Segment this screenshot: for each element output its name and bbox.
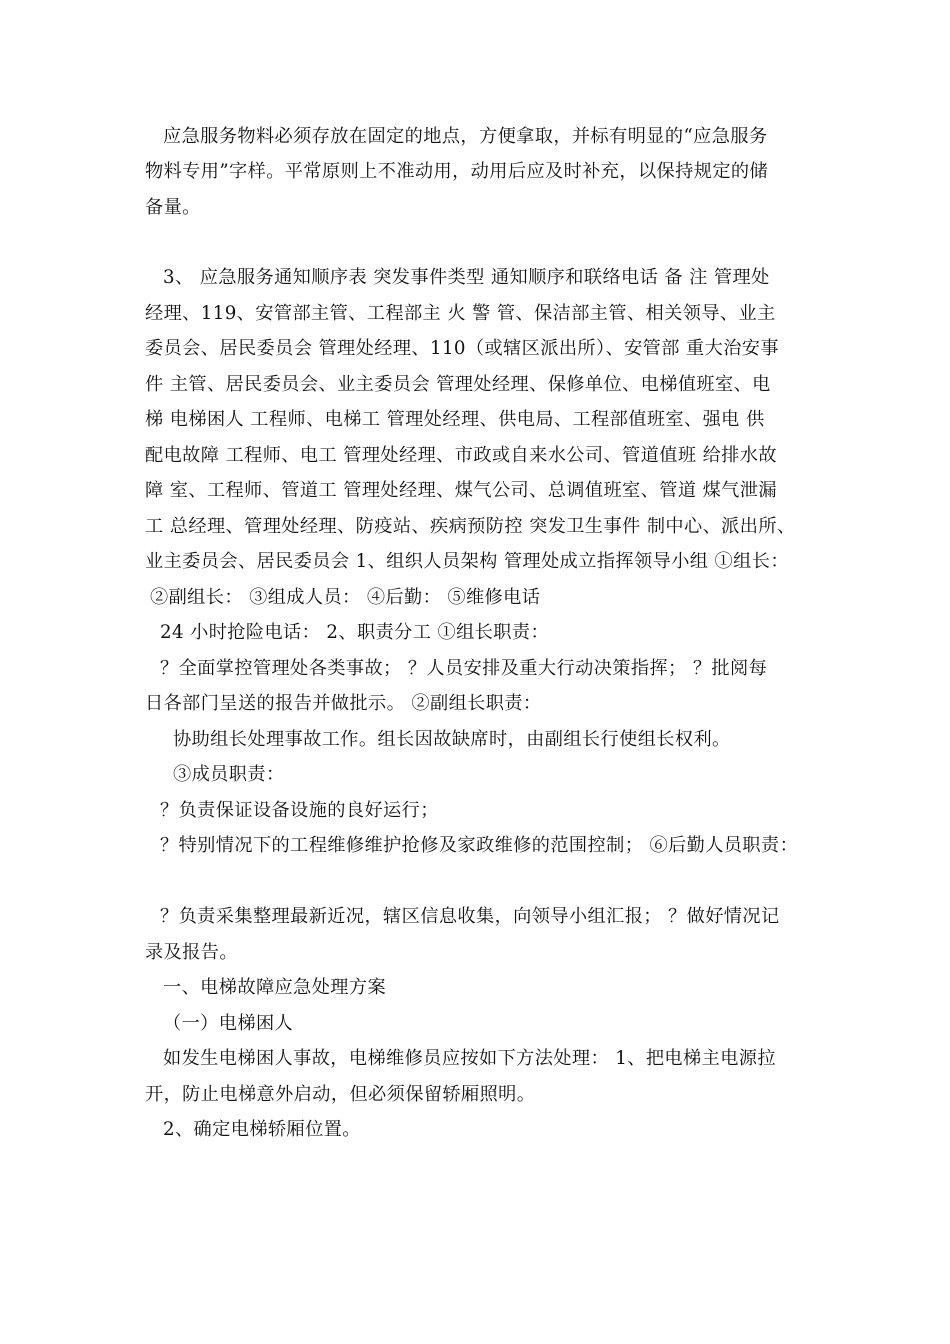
text-line: ③成员职责： bbox=[173, 764, 285, 785]
text-line: 24 小时抢险电话： 2、职责分工 ①组长职责： bbox=[160, 622, 550, 643]
text-line: 3、 应急服务通知顺序表 突发事件类型 通知顺序和联络电话 备 注 管理处 bbox=[163, 267, 770, 288]
text-line: 开，防止电梯意外启动，但必须保留轿厢照明。 bbox=[145, 1084, 536, 1105]
text-line: 物料专用”字样。平常原则上不准动用，动用后应及时补充，以保持规定的储 bbox=[145, 161, 769, 182]
text-line: 梯 电梯困人 工程师、电梯工 管理处经理、供电局、工程部值班室、强电 供 bbox=[145, 409, 765, 430]
text-line: 业主委员会、居民委员会 1、组织人员架构 管理处成立指挥领导小组 ①组长： bbox=[145, 551, 789, 572]
text-line: 备量。 bbox=[145, 197, 201, 218]
text-line: ？负责采集整理最新近况，辖区信息收集，向领导小组汇报； ？做好情况记 bbox=[160, 906, 780, 927]
text-line: 2、确定电梯轿厢位置。 bbox=[163, 1119, 361, 1140]
text-line: 日各部门呈送的报告并做批示。 ②副组长职责： bbox=[145, 693, 542, 714]
section-heading: 一、电梯故障应急处理方案 bbox=[163, 977, 387, 998]
text-line: 录及报告。 bbox=[145, 942, 238, 963]
text-line: 如发生电梯困人事故，电梯维修员应按如下方法处理： 1、把电梯主电源拉 bbox=[163, 1048, 776, 1069]
text-line: 协助组长处理事故工作。组长因故缺席时，由副组长行使组长权利。 bbox=[173, 729, 731, 750]
text-line: 配电故障 工程师、电工 管理处经理、市政或自来水公司、管道值班 给排水故 bbox=[145, 445, 777, 466]
text-line: 工 总经理、管理处经理、防疫站、疾病预防控 突发卫生事件 制中心、派出所、 bbox=[145, 516, 796, 537]
text-line: 经理、119、安管部主管、工程部主 火 警 管、保洁部主管、相关领导、业主 bbox=[145, 303, 776, 324]
subsection-heading: （一）电梯困人 bbox=[163, 1013, 294, 1034]
text-line: 障 室、工程师、管道工 管理处经理、煤气公司、总调值班室、管道 煤气泄漏 bbox=[145, 480, 777, 501]
text-line: 应急服务物料必须存放在固定的地点，方便拿取，并标有明显的“应急服务 bbox=[163, 126, 768, 147]
text-line: ？全面掌控管理处各类事故； ？人员安排及重大行动决策指挥； ？批阅每 bbox=[160, 658, 768, 679]
text-line: ？负责保证设备设施的良好运行； bbox=[160, 800, 439, 821]
text-line: 件 主管、居民委员会、业主委员会 管理处经理、保修单位、电梯值班室、电 bbox=[145, 374, 771, 395]
text-line: ②副组长： ③组成人员： ④后勤： ⑤维修电话 bbox=[150, 587, 541, 608]
text-line: 委员会、居民委员会 管理处经理、110（或辖区派出所）、安管部 重大治安事 bbox=[145, 338, 779, 359]
text-line: ？特别情况下的工程维修维护抢修及家政维修的范围控制； ⑥后勤人员职责： bbox=[160, 835, 799, 856]
